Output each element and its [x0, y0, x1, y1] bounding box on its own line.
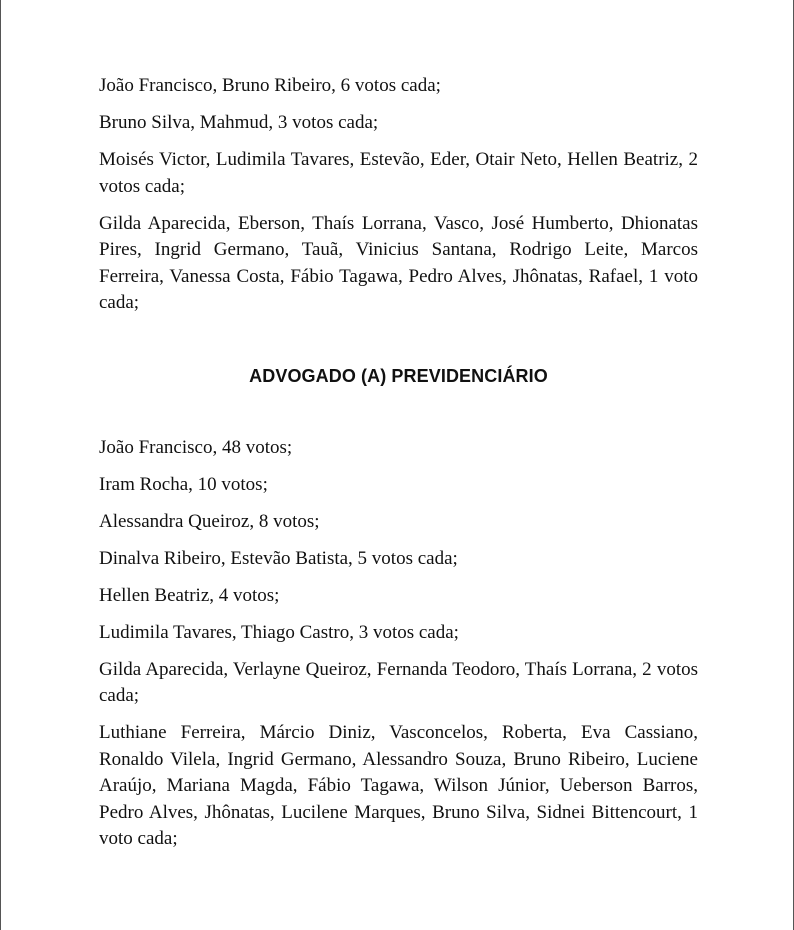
section-heading: ADVOGADO (A) PREVIDENCIÁRIO: [249, 365, 548, 386]
vote-paragraph: Gilda Aparecida, Verlayne Queiroz, Fernanda Teodoro, Thaís Lorrana, 2 votos cada;: [99, 658, 698, 706]
vote-paragraph: Moisés Victor, Ludimila Tavares, Estevão, Eder, Otair Neto, Hellen Beatriz, 2 votos cada;: [99, 149, 698, 197]
vote-paragraph: Bruno Silva, Mahmud, 3 votos cada;: [99, 112, 379, 133]
vote-paragraph: Alessandra Queiroz, 8 votos;: [99, 510, 320, 532]
vote-paragraph: Gilda Aparecida, Eberson, Thaís Lorrana, Vasco, José Humberto, Dhionatas Pires, Ingrid Germano, Tauã, Vinicius Santana, Rodrigo Leite, Marcos Ferreira, Vanessa Costa, Fábio Tagawa, Pedro Alves, Jhônatas, Rafael, 1 voto cada;: [99, 212, 698, 313]
vote-paragraph: Dinalva Ribeiro, Estevão Batista, 5 votos cada;: [99, 547, 458, 569]
vote-list-advogado-previdenciario: [99, 435, 698, 853]
vote-paragraph: Hellen Beatriz, 4 votos;: [99, 584, 280, 606]
document-page: [99, 73, 698, 863]
vote-paragraph: João Francisco, Bruno Ribeiro, 6 votos cada;: [99, 75, 441, 96]
vote-list-previous-section: [99, 73, 698, 317]
vote-paragraph: Luthiane Ferreira, Márcio Diniz, Vasconcelos, Roberta, Eva Cassiano, Ronaldo Vilela, Ingrid Germano, Alessandro Souza, Bruno Ribeiro, Luciene Araújo, Mariana Magda, Fábio Tagawa, Wilson Júnior, Ueberson Barros, Pedro Alves, Jhônatas, Lucilene Marques, Bruno Silva, Sidnei Bittencourt, 1 voto cada;: [99, 722, 698, 849]
vote-paragraph: Iram Rocha, 10 votos;: [99, 473, 268, 495]
vote-paragraph: Ludimila Tavares, Thiago Castro, 3 votos cada;: [99, 621, 459, 643]
vote-paragraph: João Francisco, 48 votos;: [99, 436, 293, 458]
